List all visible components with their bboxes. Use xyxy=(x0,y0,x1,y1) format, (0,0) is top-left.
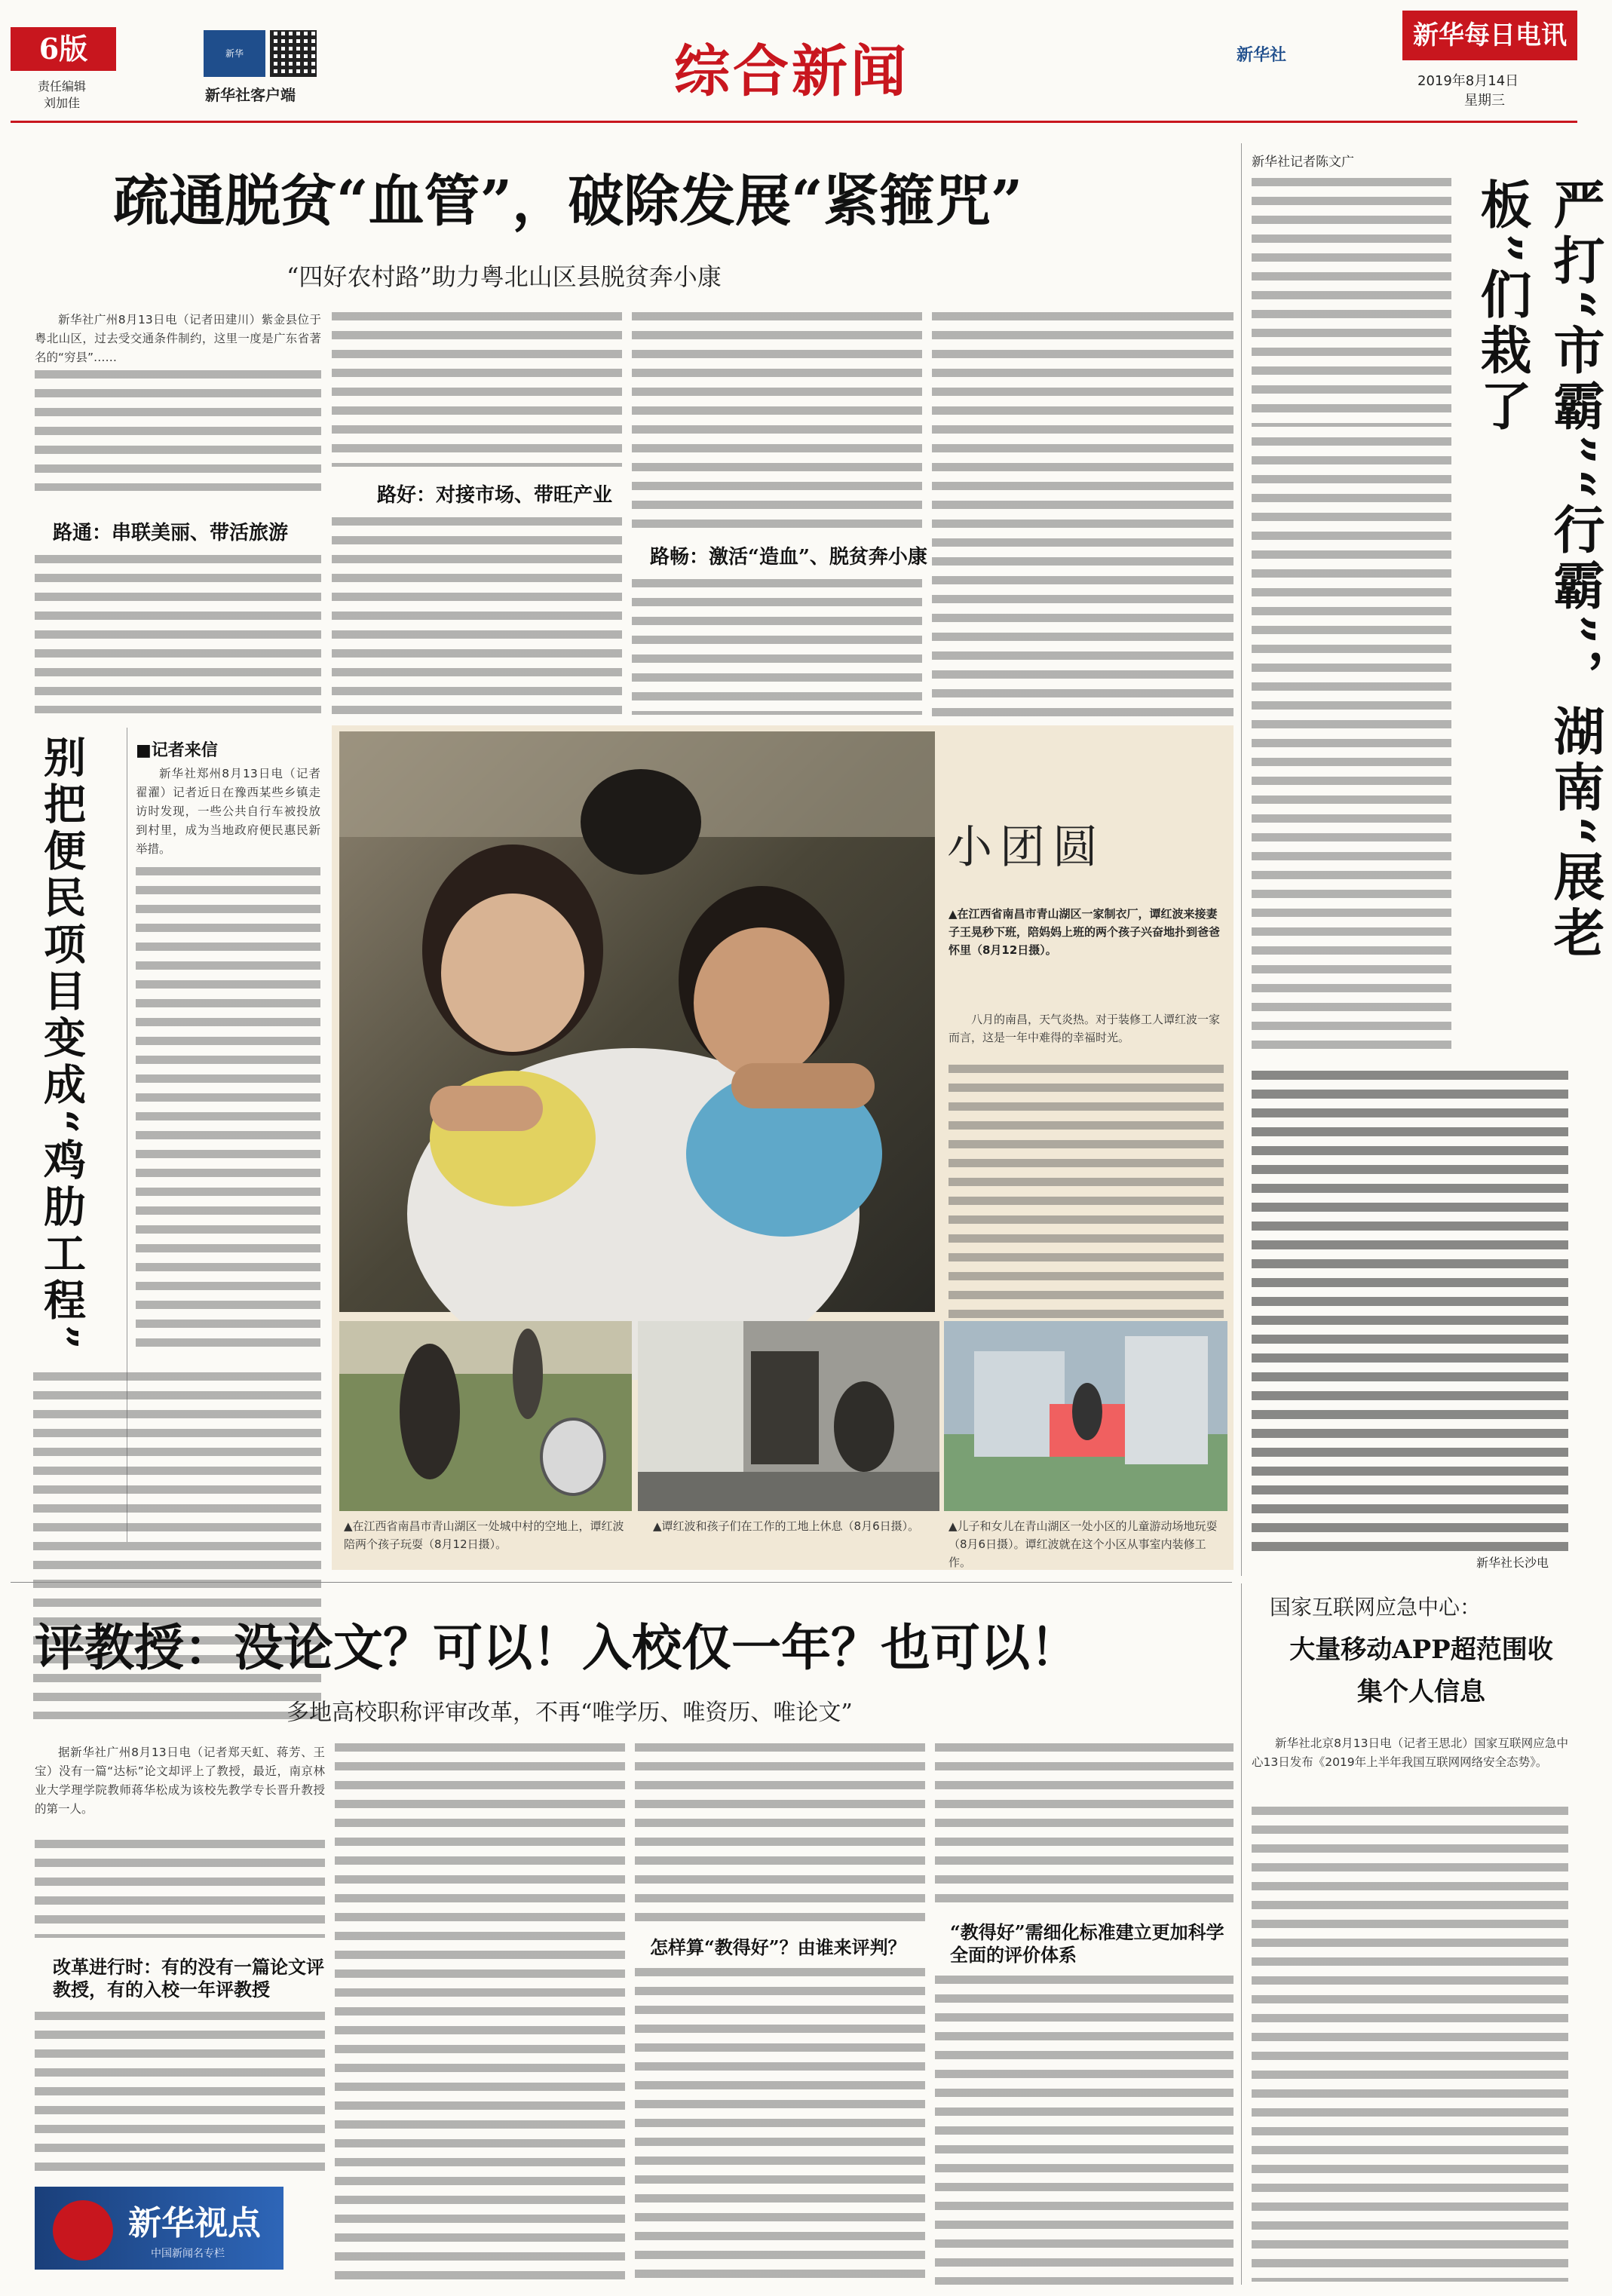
xinhua-logo: 新华 xyxy=(204,30,265,77)
photo-2-caption: ▲谭红波和孩子们在工作的工地上休息（8月6日摄）。 xyxy=(653,1519,920,1533)
story2-lead: 新华社郑州8月13日电（记者翟濯）记者近日在豫西某些乡镇走访时发现，一些公共自行车被投放到村里，成为当地政府便民惠民新举措。 xyxy=(136,767,320,856)
photo-3-caption: ▲儿子和女儿在青山湖区一处小区的儿童游动场地玩耍（8月6日摄）。谭红波就在这个小区从事室内装修工作。 xyxy=(949,1519,1218,1569)
story1-section2: 路好：对接市场、带旺产业 xyxy=(377,484,613,507)
photo-2 xyxy=(638,1321,939,1511)
story4-column3-text-bottom xyxy=(635,1968,925,2285)
story1-lead: 新华社广州8月13日电（记者田建川）紫金县位于粤北山区，过去受交通条件制约，这里一度是广东省著名的“穷县”…… xyxy=(35,311,321,507)
story4-section3: “教得好”需细化标准建立更加科学全面的评价体系 xyxy=(950,1921,1224,1966)
story2-column1-text xyxy=(136,867,320,1357)
story4-section2: 怎样算“教得好”？由谁来评判？ xyxy=(650,1936,906,1958)
story1-column3-text-top xyxy=(632,312,922,531)
story1-section3: 路畅：激活“造血”、脱贫奔小康 xyxy=(650,546,927,569)
story3-credit: 新华社长沙电 xyxy=(1476,1556,1549,1570)
photo-3 xyxy=(944,1321,1227,1511)
story4-headline: 评教授：没论文？可以！入校仅一年？也可以！ xyxy=(35,1618,1080,1677)
main-photo xyxy=(339,731,935,1312)
story3-byline: 新华社记者陈文广 xyxy=(1252,155,1354,170)
story3-divider xyxy=(1241,143,1242,1576)
story1-column4-text xyxy=(932,312,1234,716)
client-label: 新华社客户端 xyxy=(205,86,296,104)
news-logo: 新华社 xyxy=(1237,46,1287,65)
photo-1 xyxy=(339,1321,632,1511)
story4-column1-text-top xyxy=(35,1840,325,1938)
story2-headline: 别把便民项目变成“鸡肋工程” xyxy=(37,735,87,1354)
photo-feature-title: 小团圆 xyxy=(947,821,1105,874)
story4-section1: 改革进行时：有的没有一篇论文评教授，有的入校一年评教授 xyxy=(53,1956,324,2000)
header-rule xyxy=(11,121,1577,123)
story2-byline: ■记者来信 xyxy=(136,741,218,760)
story1-section1: 路通：串联美丽、带活旅游 xyxy=(53,522,289,544)
footer-sublogo: 中国新闻名专栏 xyxy=(151,2248,225,2260)
qr-code-icon xyxy=(270,30,317,77)
issue-date: 2019年8月14日 xyxy=(1417,73,1519,89)
photo-feature-text: 八月的南昌，天气炎热。对于装修工人谭红波一家而言，这是一年中难得的幸福时光。 xyxy=(949,1013,1221,1044)
family-photo-illustration xyxy=(339,731,935,1312)
editor-label: 责任编辑 xyxy=(38,79,87,93)
photo-feature-body-text xyxy=(949,1065,1224,1336)
story5-kicker: 国家互联网应急中心： xyxy=(1270,1595,1482,1620)
story3-headline: 严打“市霸”“行霸”，湖南“展老板”们栽了 xyxy=(1472,178,1605,962)
page-number: 6版 xyxy=(11,27,116,71)
photo-feature-caption: ▲在江西省南昌市青山湖区一家制衣厂，谭红波来接妻子王晃秒下班，陪妈妈上班的两个孩子兴奋地扑到爸爸怀里（8月12日摄）。 xyxy=(949,907,1221,957)
photo-1-caption: ▲在江西省南昌市青山湖区一处城中村的空地上，谭红波陪两个孩子玩耍（8月12日摄）。 xyxy=(344,1519,624,1551)
story4-lead: 据新华社广州8月13日电（记者郑天虹、蒋芳、王宝）没有一篇“达标”论文却评上了教授，最近，南京林业大学理学院教师蒋华松成为该校先教学专长晋升教授的第一人。 xyxy=(35,1746,325,1816)
story4-top-rule xyxy=(11,1582,1232,1583)
field-playing-illustration xyxy=(339,1321,632,1511)
story3-column1-text-bottom xyxy=(1252,437,1451,1056)
story1-headline: 疏通脱贫“血管”，破除发展“紧箍咒” xyxy=(113,169,1023,234)
story1-column1-text xyxy=(35,555,321,713)
story3-column1-text-top xyxy=(1252,178,1451,427)
story1-column2-text-top xyxy=(332,312,622,467)
story4-column3-text-top xyxy=(635,1743,925,1924)
story4-column2-text xyxy=(335,1743,625,2286)
playground-illustration xyxy=(944,1321,1227,1511)
issue-weekday: 星期三 xyxy=(1464,93,1505,109)
story5-body-text xyxy=(1252,1807,1568,2282)
story4-column1-text-bottom xyxy=(35,2012,325,2176)
story1-column3-text-bottom xyxy=(632,579,922,715)
newspaper-brand: 新华每日电讯 xyxy=(1402,11,1577,60)
viewpoint-badge-icon xyxy=(53,2200,113,2261)
story5-headline: 大量移动APP超范围收集个人信息 xyxy=(1289,1635,1553,1707)
story4-column4-text-bottom xyxy=(935,1976,1234,2285)
story5-lead: 新华社北京8月13日电（记者王思北）国家互联网应急中心13日发布《2019年上半年我国互联网网络安全态势》。 xyxy=(1252,1737,1568,1769)
story1-column2-text-bottom xyxy=(332,517,622,717)
story5-divider xyxy=(1241,1583,1242,2285)
story4-column4-text-top xyxy=(935,1743,1234,1909)
story4-subhead: 多地高校职称评审改革，不再“唯学历、唯资历、唯论文” xyxy=(287,1700,853,1726)
story3-column2-text xyxy=(1252,1071,1568,1553)
worksite-rest-illustration xyxy=(638,1321,939,1511)
story1-subhead: “四好农村路”助力粤北山区县脱贫奔小康 xyxy=(287,262,722,291)
editor-name: 刘加佳 xyxy=(44,96,81,110)
footer-logo-text: 新华视点 xyxy=(128,2204,261,2242)
section-title: 综合新闻 xyxy=(674,39,909,104)
